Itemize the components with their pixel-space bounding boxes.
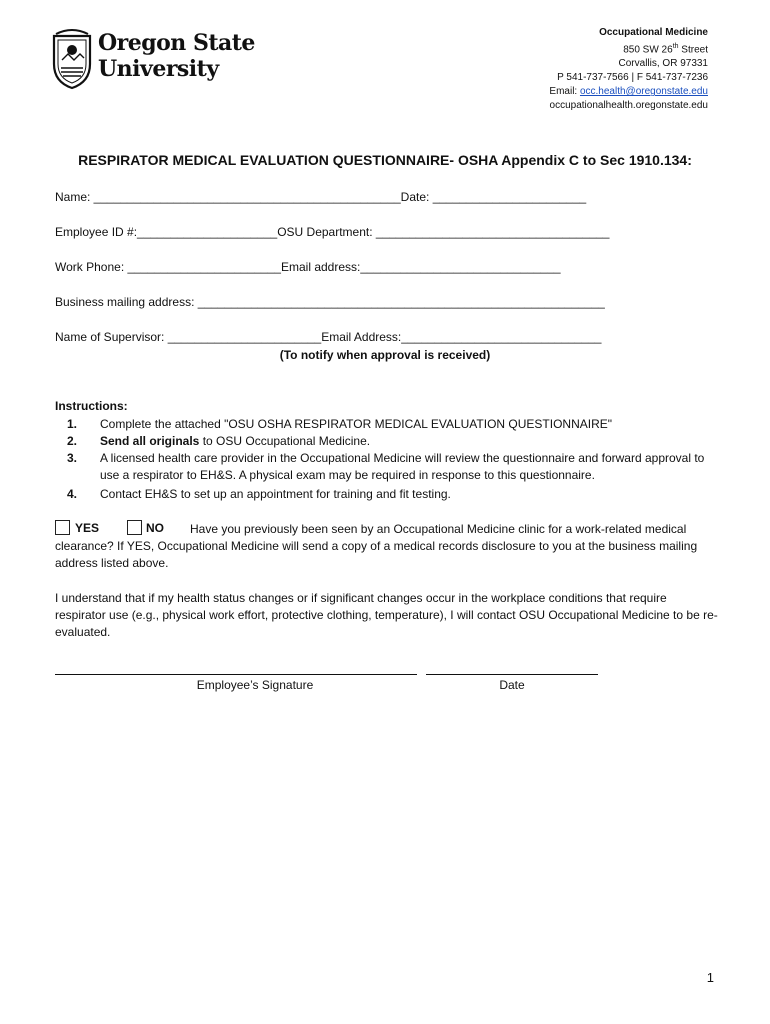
street-address: 850 SW 26th Street xyxy=(623,43,708,56)
city-state-zip: Corvallis, OR 97331 xyxy=(618,58,708,70)
contact-block xyxy=(549,26,708,113)
name-date-field[interactable]: Name: ______________________________________________Date: _______________________ xyxy=(55,190,587,204)
email-line: Email: occ.health@oregonstate.edu xyxy=(549,86,708,98)
instruction-item: 1. Complete the attached "OSU OSHA RESPIRATOR MEDICAL EVALUATION QUESTIONNAIRE" xyxy=(67,417,613,431)
instruction-item: 2. Send all originals to OSU Occupational Medicine. xyxy=(67,434,371,448)
osu-seal-icon xyxy=(50,28,94,90)
website: occupationalhealth.oregonstate.edu xyxy=(549,100,708,112)
employee-signature-label: Employee’s Signature xyxy=(196,678,314,692)
logo-line-university: University xyxy=(98,56,219,82)
date-line[interactable] xyxy=(426,674,598,675)
supervisor-field[interactable]: Name of Supervisor: _______________________Email Address:______________________________ xyxy=(55,330,602,344)
page-number: 1 xyxy=(706,970,714,985)
employee-signature-line[interactable] xyxy=(55,674,417,675)
employee-id-department-field[interactable]: Employee ID #:_____________________OSU Department: ___________________________________ xyxy=(55,225,610,239)
department-name: Occupational Medicine xyxy=(599,27,708,38)
business-mailing-address-field[interactable]: Business mailing address: _____________________________________________________________ xyxy=(55,295,605,309)
email-link[interactable]: occ.health@oregonstate.edu xyxy=(579,86,708,98)
approval-note: (To notify when approval is received) xyxy=(279,348,491,362)
date-label: Date xyxy=(499,678,525,692)
work-phone-email-field[interactable]: Work Phone: _______________________Email address:______________________________ xyxy=(55,260,561,274)
previous-clearance-question: Have you previously been seen by an Occupational Medicine clinic for a work-related medical clearance? If YES, Occupational Medicine will send a copy of a medical records disclosure to you at the business mailing address listed above. xyxy=(55,522,698,570)
form-title: RESPIRATOR MEDICAL EVALUATION QUESTIONNAIRE- OSHA Appendix C to Sec 1910.134: xyxy=(78,152,692,168)
instructions-heading: Instructions: xyxy=(55,399,128,413)
phone-fax: P 541-737-7566 | F 541-737-7236 xyxy=(557,72,708,84)
acknowledgement-statement: I understand that if my health status changes or if significant changes occur in the workplace conditions that require respirator use (e.g., physical work effort, protective clothing, temperature), I will contact OSU Occupational Medicine to be re-evaluated. xyxy=(55,591,718,639)
yes-label: YES xyxy=(75,521,100,535)
instruction-item: 4. Contact EH&S to set up an appointment for training and fit testing. xyxy=(67,487,451,501)
osu-logo xyxy=(50,28,255,92)
logo-line-oregon-state: Oregon State xyxy=(98,30,255,56)
no-label: NO xyxy=(146,521,164,535)
instruction-item: 3. A licensed health care provider in the Occupational Medicine will review the questionnaire and forward approval to use a respirator to EH&S. A physical exam may be required in response to this questionnaire. xyxy=(67,451,705,482)
